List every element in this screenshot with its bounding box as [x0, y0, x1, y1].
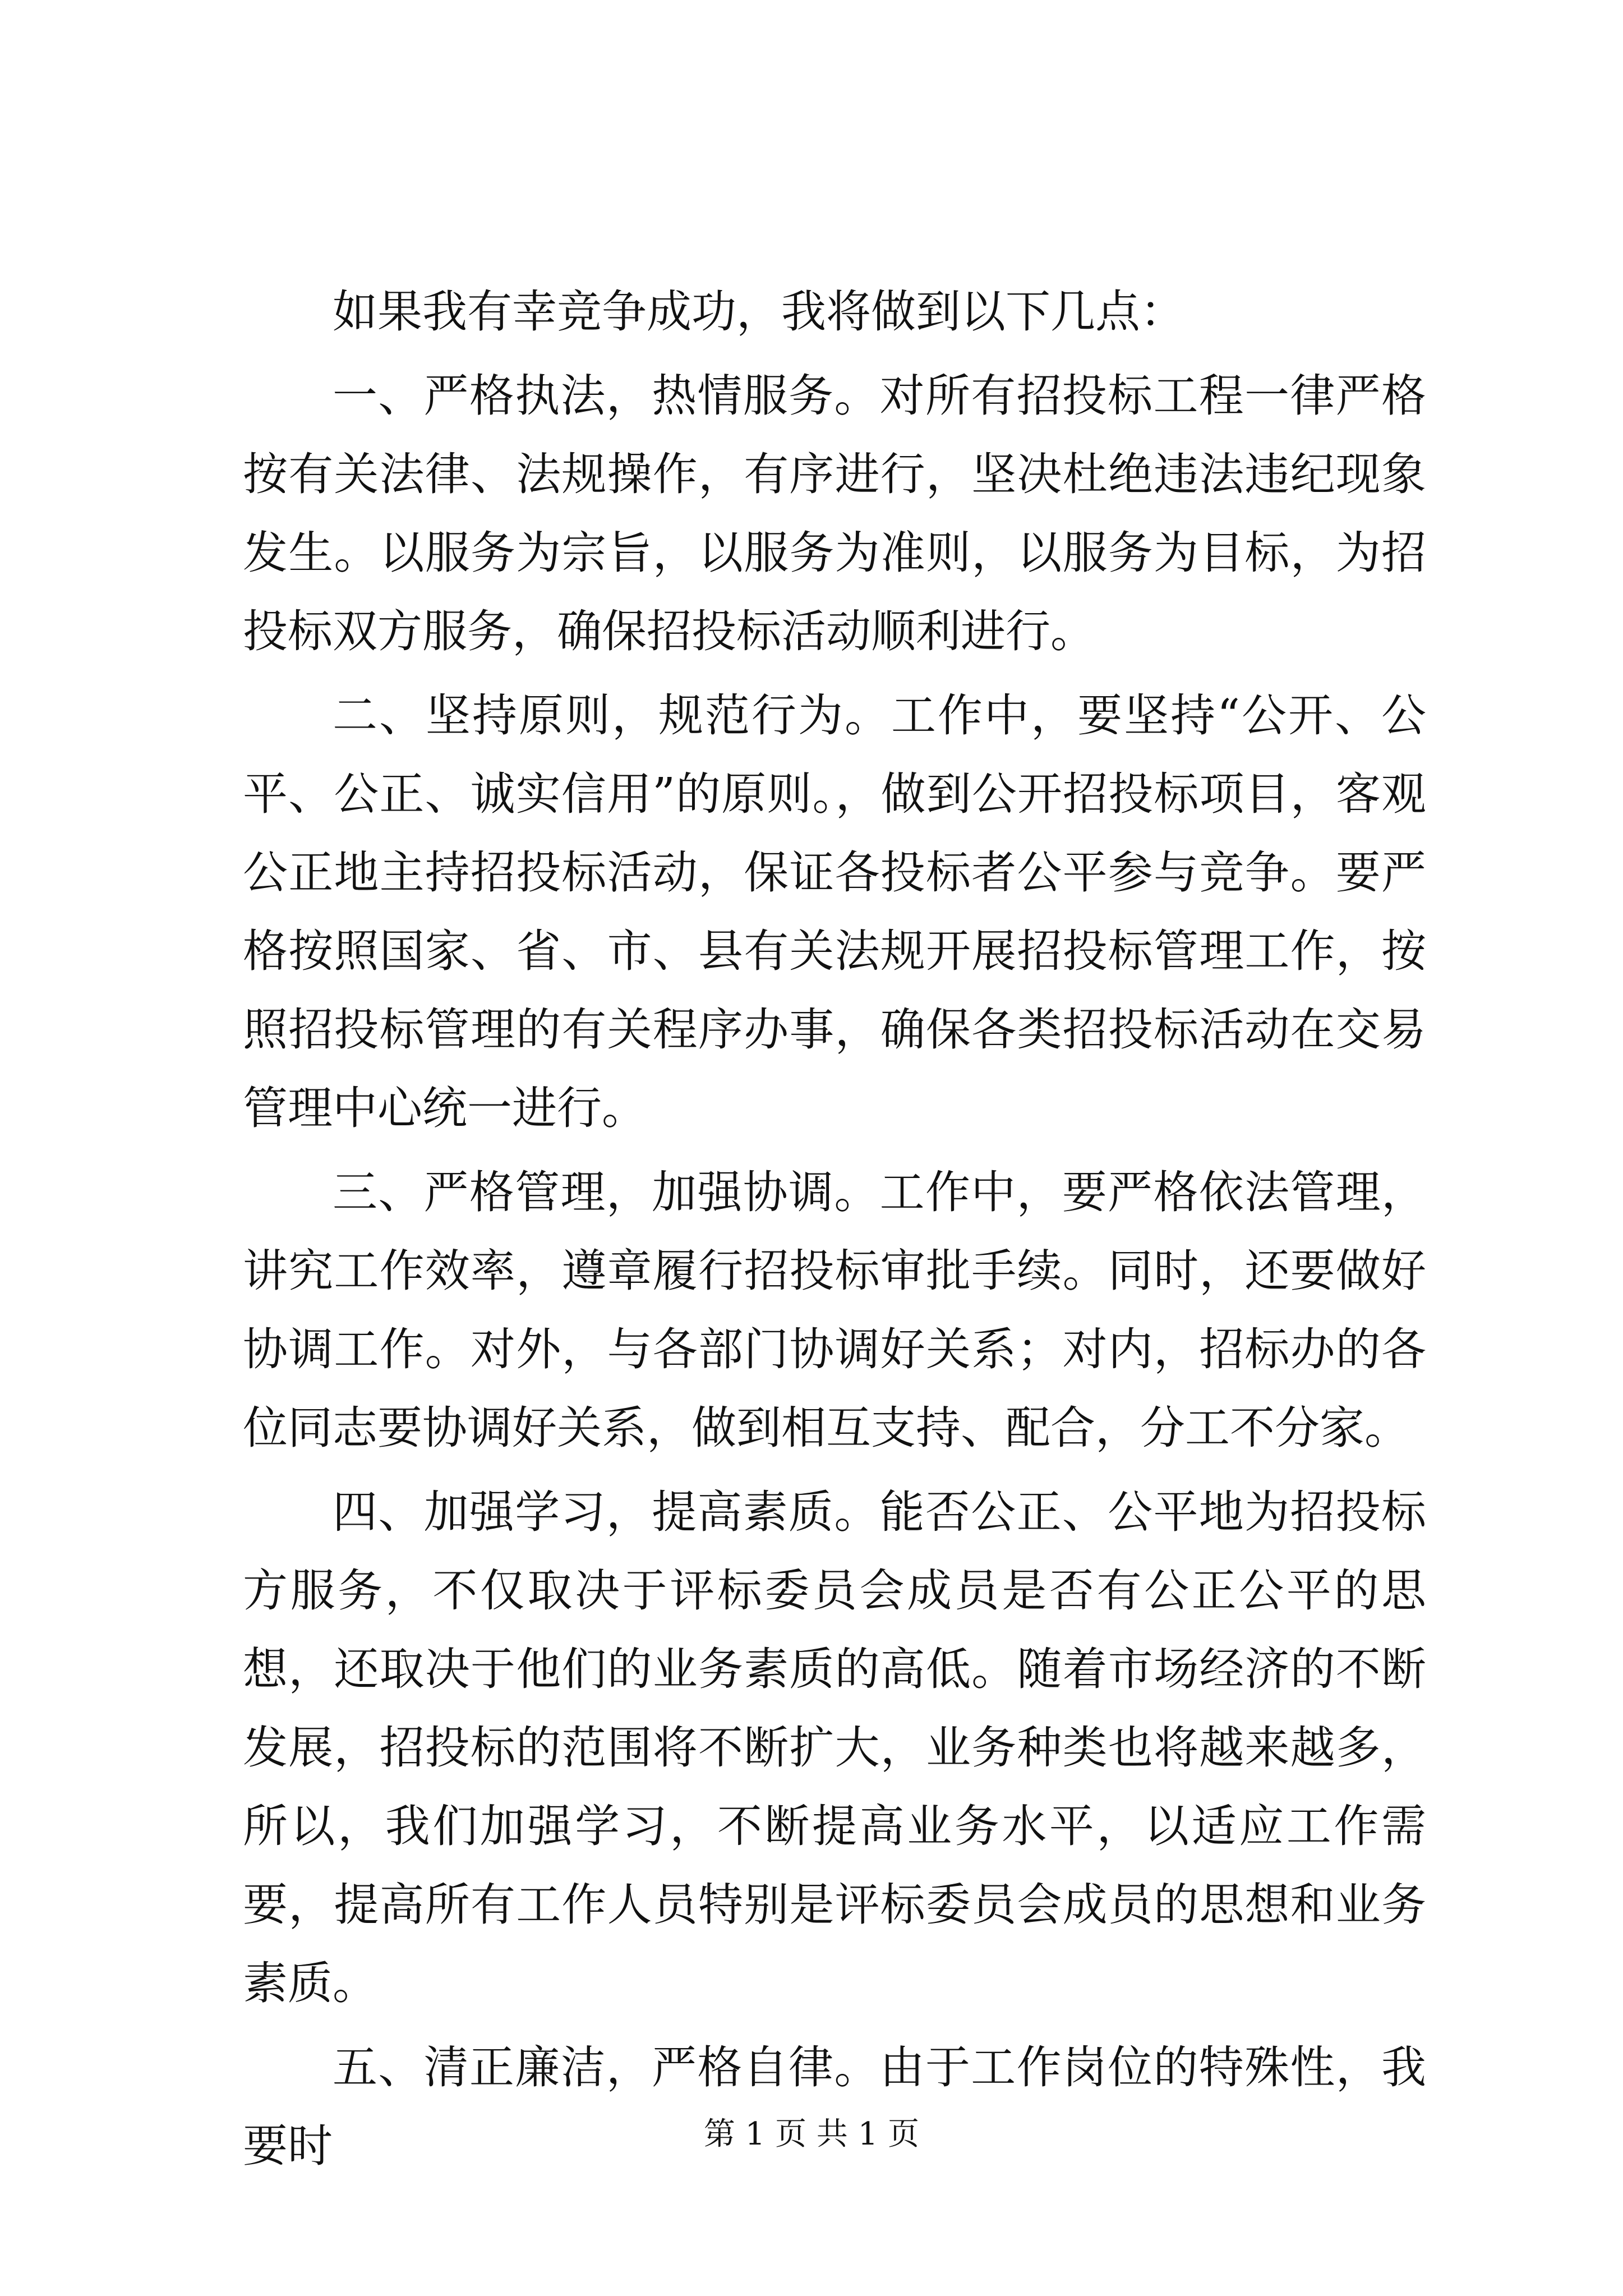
- paragraph-point-1: 一、严格执法，热情服务。对所有招投标工程一律严格按有关法律、法规操作，有序进行，坚决杜绝违法违纪现象发生。以服务为宗旨，以服务为准则，以服务为目标，为招投标双方服务，确保招投标活动顺利进行。: [243, 370, 1426, 657]
- paragraph-intro: 如果我有幸竞争成功，我将做到以下几点：: [333, 286, 1185, 338]
- paragraph-point-5: 五、清正廉洁，严格自律。由于工作岗位的特殊性，我要时: [243, 2041, 1426, 2172]
- paragraph-point-3: 三、严格管理，加强协调。工作中，要严格依法管理，讲究工作效率，遵章履行招投标审批手续。同时，还要做好协调工作。对外，与各部门协调好关系；对内，招标办的各位同志要协调好关系，做到相互支持、配合，分工不分家。: [243, 1166, 1426, 1454]
- document-body: [243, 273, 1426, 2191]
- paragraph-point-2: 二、坚持原则，规范行为。工作中，要坚持“公开、公平、公正、诚实信用”的原则。，做到公开招投标项目，客观公正地主持招投标活动，保证各投标者公平参与竞争。要严格按照国家、省、市、县有关法规开展招投标管理工作，按照招投标管理的有关程序办事，确保各类招投标活动在交易管理中心统一进行。: [243, 689, 1426, 1134]
- paragraph-point-4: 四、加强学习，提高素质。能否公正、公平地为招投标方服务，不仅取决于评标委员会成员是否有公正公平的思想，还取决于他们的业务素质的高低。随着市场经济的不断发展，招投标的范围将不断扩大，业务种类也将越来越多，所以，我们加强学习，不断提高业务水平，以适应工作需要，提高所有工作人员特别是评标委员会成员的思想和业务素质。: [243, 1486, 1426, 2009]
- page-footer: 第 1 页 共 1 页: [703, 2116, 920, 2152]
